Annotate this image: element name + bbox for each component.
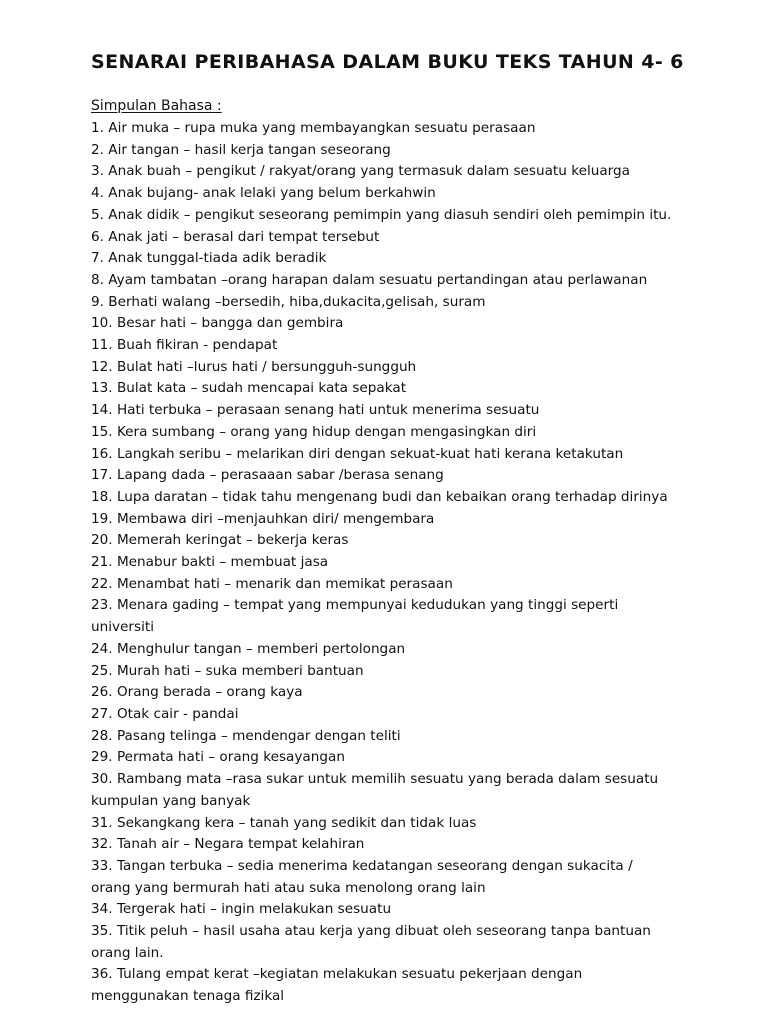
idiom-entry-text: 4. Anak bujang- anak lelaki yang belum berkahwin	[91, 185, 436, 202]
idiom-entry	[91, 378, 691, 400]
idiom-entry-text: 36. Tulang empat kerat –kegiatan melakukan sesuatu pekerjaan dengan	[91, 966, 583, 983]
idiom-entry	[91, 921, 691, 964]
idiom-entry-text: 11. Buah fikiran - pendapat	[91, 337, 278, 354]
idiom-entry	[91, 574, 691, 596]
idiom-entry-text: 29. Permata hati – orang kesayangan	[91, 749, 345, 766]
document-title: SENARAI PERIBAHASA DALAM BUKU TEKS TAHUN 4- 6	[91, 51, 684, 73]
idiom-entry	[91, 487, 691, 509]
idiom-entry	[91, 313, 691, 335]
idiom-entry-text: 7. Anak tunggal-tiada adik beradik	[91, 250, 327, 267]
idiom-entry-text: 13. Bulat kata – sudah mencapai kata sepakat	[91, 380, 407, 397]
idiom-entry-text: 22. Menambat hati – menarik dan memikat perasaan	[91, 575, 453, 592]
idiom-entry-text: 21. Menabur bakti – membuat jasa	[91, 554, 329, 571]
idiom-entry	[91, 769, 691, 812]
idiom-entry	[91, 140, 691, 162]
idiom-entry-text: 6. Anak jati – berasal dari tempat tersebut	[91, 228, 380, 245]
idiom-entry	[91, 834, 691, 856]
idiom-entry	[91, 444, 691, 466]
section-heading: Simpulan Bahasa :	[91, 98, 222, 114]
idiom-entry-text: 17. Lapang dada – perasaaan sabar /berasa senang	[91, 467, 444, 484]
idiom-entry	[91, 183, 691, 205]
idiom-entry	[91, 205, 691, 227]
idiom-entry	[91, 335, 691, 357]
idiom-entry	[91, 856, 691, 899]
idiom-entry	[91, 747, 691, 769]
idiom-entry	[91, 400, 691, 422]
idiom-entry-text: 34. Tergerak hati – ingin melakukan sesuatu	[91, 901, 392, 918]
idiom-entry-text: 24. Menghulur tangan – memberi pertolongan	[91, 640, 406, 657]
idiom-entry	[91, 595, 691, 638]
idiom-entry	[91, 465, 691, 487]
idiom-entry	[91, 964, 691, 1007]
idiom-entry-text: 10. Besar hati – bangga dan gembira	[91, 315, 344, 332]
idiom-entry	[91, 292, 691, 314]
idiom-entry-text: 31. Sekangkang kera – tanah yang sedikit dan tidak luas	[91, 814, 477, 831]
idiom-entry-text: 26. Orang berada – orang kaya	[91, 684, 303, 701]
idiom-list	[91, 118, 691, 1008]
idiom-entry-text: 9. Berhati walang –bersedih, hiba,dukacita,gelisah, suram	[91, 293, 486, 310]
idiom-entry	[91, 639, 691, 661]
idiom-entry-text: 28. Pasang telinga – mendengar dengan teliti	[91, 727, 401, 744]
idiom-entry	[91, 682, 691, 704]
idiom-entry-continuation: orang yang bermurah hati atau suka menolong orang lain	[91, 879, 486, 896]
idiom-entry	[91, 422, 691, 444]
idiom-entry	[91, 899, 691, 921]
idiom-entry	[91, 509, 691, 531]
idiom-entry	[91, 118, 691, 140]
idiom-entry-text: 19. Membawa diri –menjauhkan diri/ mengembara	[91, 510, 435, 527]
idiom-entry-text: 5. Anak didik – pengikut seseorang pemimpin yang diasuh sendiri oleh pemimpin itu.	[91, 206, 672, 223]
idiom-entry-text: 20. Memerah keringat – bekerja keras	[91, 532, 349, 549]
idiom-entry-text: 16. Langkah seribu – melarikan diri dengan sekuat-kuat hati kerana ketakutan	[91, 445, 624, 462]
idiom-entry-continuation: menggunakan tenaga fizikal	[91, 988, 285, 1005]
idiom-entry	[91, 357, 691, 379]
idiom-entry-text: 3. Anak buah – pengikut / rakyat/orang yang termasuk dalam sesuatu keluarga	[91, 163, 630, 180]
idiom-entry	[91, 530, 691, 552]
idiom-entry-text: 23. Menara gading – tempat yang mempunyai kedudukan yang tinggi seperti	[91, 597, 619, 614]
idiom-entry-text: 35. Titik peluh – hasil usaha atau kerja yang dibuat oleh seseorang tanpa bantuan	[91, 923, 651, 940]
idiom-entry	[91, 726, 691, 748]
idiom-entry-text: 30. Rambang mata –rasa sukar untuk memilih sesuatu yang berada dalam sesuatu	[91, 771, 659, 788]
idiom-entry	[91, 270, 691, 292]
idiom-entry-text: 33. Tangan terbuka – sedia menerima kedatangan seseorang dengan sukacita /	[91, 857, 633, 874]
idiom-entry-text: 12. Bulat hati –lurus hati / bersungguh-sungguh	[91, 358, 417, 375]
idiom-entry-continuation: universiti	[91, 619, 154, 636]
idiom-entry	[91, 552, 691, 574]
idiom-entry-text: 15. Kera sumbang – orang yang hidup dengan mengasingkan diri	[91, 423, 537, 440]
idiom-entry	[91, 813, 691, 835]
idiom-entry	[91, 704, 691, 726]
idiom-entry	[91, 661, 691, 683]
idiom-entry-text: 1. Air muka – rupa muka yang membayangkan sesuatu perasaan	[91, 120, 536, 136]
idiom-entry-text: 18. Lupa daratan – tidak tahu mengenang budi dan kebaikan orang terhadap dirinya	[91, 488, 668, 505]
idiom-entry-continuation: kumpulan yang banyak	[91, 792, 251, 809]
idiom-entry	[91, 161, 691, 183]
idiom-entry-text: 32. Tanah air – Negara tempat kelahiran	[91, 836, 365, 853]
idiom-entry-text: 2. Air tangan – hasil kerja tangan seseorang	[91, 141, 391, 158]
idiom-entry	[91, 227, 691, 249]
idiom-entry-text: 27. Otak cair - pandai	[91, 705, 239, 722]
idiom-entry-continuation: orang lain.	[91, 944, 164, 961]
idiom-entry-text: 14. Hati terbuka – perasaan senang hati untuk menerima sesuatu	[91, 402, 540, 419]
idiom-entry-text: 8. Ayam tambatan –orang harapan dalam sesuatu pertandingan atau perlawanan	[91, 271, 648, 288]
idiom-entry	[91, 248, 691, 270]
idiom-entry-text: 25. Murah hati – suka memberi bantuan	[91, 662, 364, 679]
